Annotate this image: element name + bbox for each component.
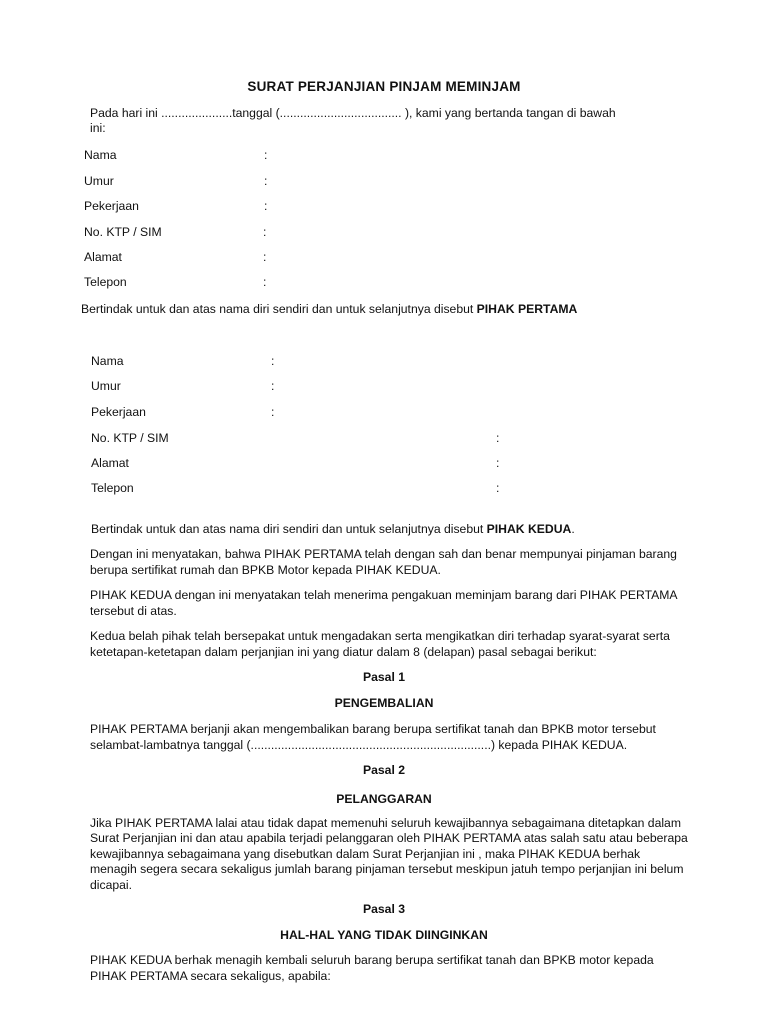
party2-statement [91, 522, 575, 537]
pasal-3-heading: HAL-HAL YANG TIDAK DIINGINKAN [280, 928, 488, 942]
party1-label-pekerjaan: Pekerjaan [84, 199, 139, 213]
party2-label-telepon: Telepon [91, 481, 134, 495]
party2-colon-alamat: : [496, 456, 500, 470]
pasal-3-number: Pasal 3 [362, 902, 405, 916]
party2-statement-text: Bertindak untuk dan atas nama diri sendiri dan untuk selanjutnya disebut [91, 522, 487, 536]
pasal-2-body: Jika PIHAK PERTAMA lalai atau tidak dapat memenuhi seluruh kewajibannya sebagaimana ditetapkan dalam Surat Perjanjian ini dan atau apabila terjadi pelanggaran oleh PIHAK PERTAMA atas salah satu atau beberapa kewajibannya sebagaimana yang disebutkan dalam Surat Perjanjian ini , maka PIHAK KEDUA berhak menagih segera secara sekaligus jumlah barang pinjaman tersebut meskipun jatuh tempo perjanjian ini belum dicapai. [90, 816, 688, 892]
party1-statement-text: Bertindak untuk dan atas nama diri sendiri dan untuk selanjutnya disebut [81, 302, 477, 316]
party1-colon-alamat: : [263, 250, 267, 264]
party2-colon-pekerjaan: : [271, 405, 275, 419]
party2-designation: PIHAK KEDUA [486, 522, 572, 536]
pasal-1-heading: PENGEMBALIAN [334, 696, 434, 710]
party1-label-umur: Umur [84, 174, 114, 188]
pasal-3-body: PIHAK KEDUA berhak menagih kembali seluruh barang berupa sertifikat tanah dan BPKB motor kepada PIHAK PERTAMA secara sekaligus, apabila: [90, 953, 654, 983]
pasal-1-number: Pasal 1 [362, 670, 405, 684]
party1-label-alamat: Alamat [84, 250, 122, 264]
document-title: SURAT PERJANJIAN PINJAM MEMINJAM [247, 79, 521, 94]
party2-label-umur: Umur [91, 379, 121, 393]
party2-label-alamat: Alamat [91, 456, 129, 470]
party2-colon-umur: : [271, 379, 275, 393]
party1-label-ktp: No. KTP / SIM [84, 225, 162, 239]
paragraph-agreement: Kedua belah pihak telah bersepakat untuk mengadakan serta mengikatkan diri terhadap syarat-syarat serta ketetapan-ketetapan dalam perjanjian ini yang diatur dalam 8 (delapan) pasal sebagai berikut: [90, 629, 670, 659]
party1-colon-ktp: : [263, 225, 267, 239]
party2-statement-end: . [571, 522, 575, 536]
party2-label-ktp: No. KTP / SIM [91, 431, 169, 445]
party1-colon-nama: : [264, 148, 268, 162]
party1-colon-telepon: : [263, 275, 267, 289]
party1-colon-pekerjaan: : [264, 199, 268, 213]
party1-statement [81, 302, 577, 317]
pasal-1-body: PIHAK PERTAMA berjanji akan mengembalikan barang berupa sertifikat tanah dan BPKB motor tersebut selambat-lambatnya tanggal (.......................................................................) kepada PIHAK KEDUA. [90, 722, 656, 752]
paragraph-declaration: Dengan ini menyatakan, bahwa PIHAK PERTAMA telah dengan sah dan benar mempunyai pinjaman barang berupa sertifikat rumah dan BPKB Motor kepada PIHAK KEDUA. [90, 547, 677, 577]
party1-label-nama: Nama [84, 148, 117, 162]
paragraph-acknowledgement: PIHAK KEDUA dengan ini menyatakan telah menerima pengakuan meminjam barang dari PIHAK PERTAMA tersebut di atas. [90, 588, 677, 618]
party2-label-pekerjaan: Pekerjaan [91, 405, 146, 419]
party2-label-nama: Nama [91, 354, 124, 368]
party2-colon-ktp: : [496, 431, 500, 445]
pasal-2-heading: PELANGGARAN [336, 792, 432, 806]
intro-line-1: Pada hari ini .....................tanggal (.................................... ), kami yang bertanda tangan di bawah [90, 106, 616, 120]
party1-label-telepon: Telepon [84, 275, 127, 289]
pasal-2-number: Pasal 2 [362, 763, 405, 777]
party2-colon-nama: : [271, 354, 275, 368]
party1-colon-umur: : [264, 174, 268, 188]
party2-colon-telepon: : [496, 481, 500, 495]
intro-line-2: ini: [90, 121, 106, 135]
party1-designation: PIHAK PERTAMA [476, 302, 578, 316]
